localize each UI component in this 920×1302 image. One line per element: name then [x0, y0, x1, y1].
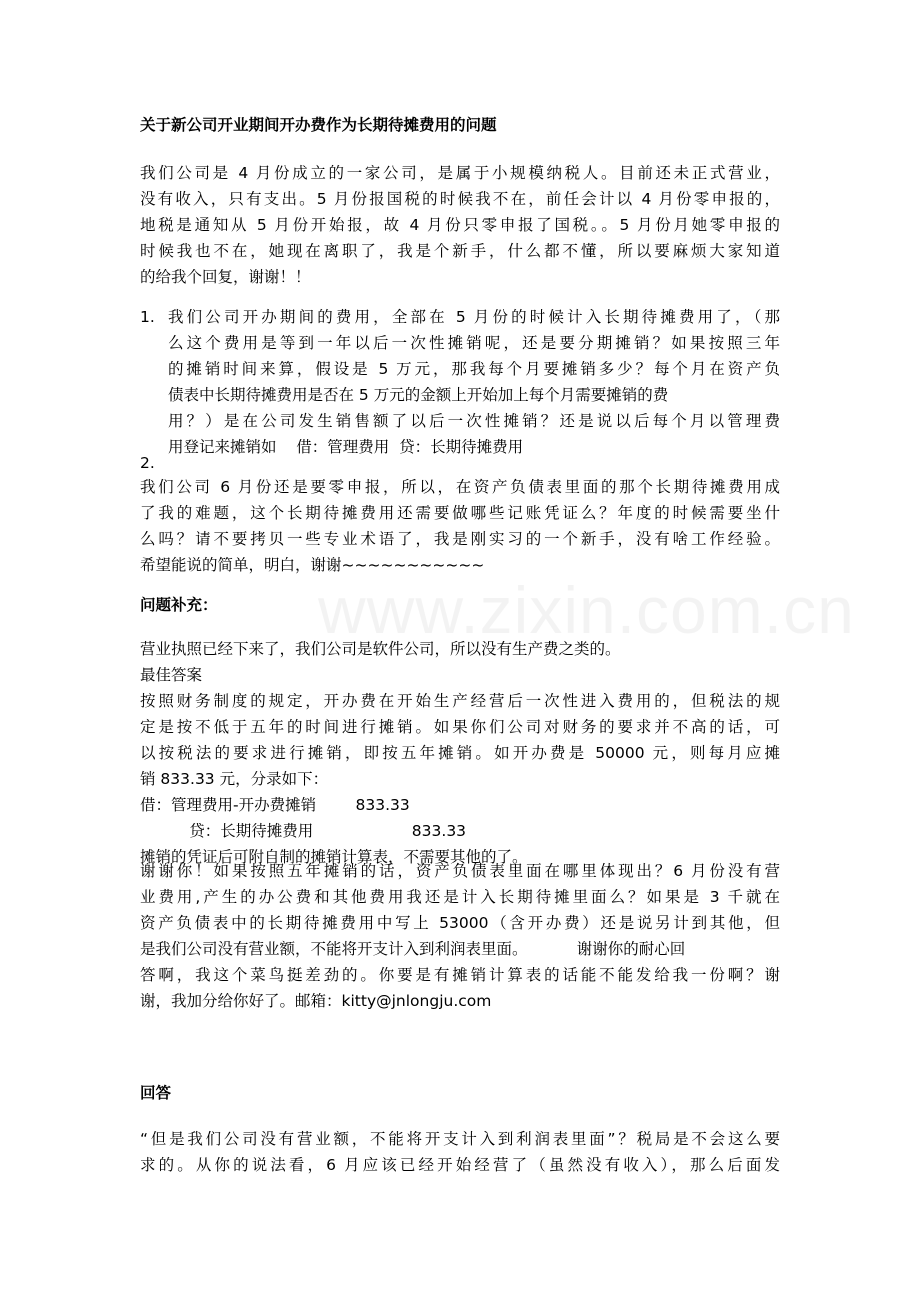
document-title: 关于新公司开业期间开办费作为长期待摊费用的问题	[140, 116, 497, 134]
followup-line: 答啊，我这个菜鸟挺差劲的。你要是有摊销计算表的话能不能发给我一份啊？谢	[140, 966, 780, 984]
answer-section	[140, 636, 780, 870]
answer-line: 以按税法的要求进行摊销，即按五年摊销。如开办费是 50000 元，则每月应摊	[140, 744, 780, 762]
question-2-number: 2.	[140, 454, 155, 472]
question-2-paragraph	[140, 474, 780, 578]
intro-line: 没有收入，只有支出。5 月份报国税的时候我不在，前任会计以 4 月份零申报的，	[140, 190, 780, 208]
followup-paragraph	[140, 858, 780, 1014]
supplement-text: 营业执照已经下来了，我们公司是软件公司，所以没有生产费之类的。	[140, 640, 621, 658]
question-1-line: 债表中长期待摊费用是否在 5 万元的金额上开始加上每个月需要摊销的费	[168, 386, 669, 404]
intro-line: 我们公司是 4 月份成立的一家公司，是属于小规模纳税人。目前还未正式营业，	[140, 164, 780, 182]
question-2-line: 了我的难题，这个长期待摊费用还需要做哪些记账凭证么？年度的时候需要坐什	[140, 504, 780, 522]
followup-line: 是我们公司没有营业额，不能将开支计入到利润表里面。 谢谢你的耐心回	[140, 940, 686, 958]
intro-line: 地税是通知从 5 月份开始报，故 4 月份只零申报了国税。。5 月份月她零申报的	[140, 216, 780, 234]
answer-line: 定是按不低于五年的时间进行摊销。如果你们公司对财务的要求并不高的话，可	[140, 718, 780, 736]
intro-paragraph	[140, 160, 780, 290]
journal-entry-debit: 借：管理费用-开办费摊销 833.33	[140, 796, 410, 814]
intro-line: 的给我个回复，谢谢！！	[140, 268, 311, 286]
question-1-body	[168, 304, 780, 460]
question-2-line: 么吗？请不要拷贝一些专业术语了，我是刚实习的一个新手，没有啥工作经验。	[140, 530, 780, 548]
question-1-line: 的摊销时间来算，假设是 5 万元，那我每个月要摊销多少？每个月在资产负	[168, 360, 780, 378]
question-1-line: 用登记来摊销如 借：管理费用 贷：长期待摊费用	[168, 438, 524, 456]
reply-heading: 回答	[140, 1084, 172, 1102]
intro-line: 时候我也不在，她现在离职了，我是个新手，什么都不懂，所以要麻烦大家知道	[140, 242, 780, 260]
question-1-number: 1.	[140, 308, 155, 326]
question-2-line: 希望能说的简单，明白，谢谢~~~~~~~~~~~	[140, 556, 485, 574]
question-1-line: 么这个费用是等到一年以后一次性摊销呢，还是要分期摊销？如果按照三年	[168, 334, 780, 352]
supplement-heading: 问题补充：	[140, 596, 218, 614]
followup-line: 资产负债表中的长期待摊费用中写上 53000（含开办费）还是说另计到其他，但	[140, 914, 780, 932]
reply-line: “但是我们公司没有营业额，不能将开支计入到利润表里面”？税局是不会这么要	[140, 1130, 780, 1148]
question-2-line: 我们公司 6 月份还是要零申报，所以，在资产负债表里面的那个长期待摊费用成	[140, 478, 780, 496]
answer-line: 按照财务制度的规定，开办费在开始生产经营后一次性进入费用的，但税法的规	[140, 692, 780, 710]
answer-tail: 摊销的凭证后可附自制的摊销计算表，不需要其他的了。	[140, 848, 528, 866]
question-1-line: 用？）是在公司发生销售额了以后一次性摊销？还是说以后每个月以管理费	[168, 412, 780, 430]
answer-line: 销 833.33 元，分录如下：	[140, 770, 329, 788]
followup-line: 谢，我加分给你好了。邮箱：kitty@jnlongju.com	[140, 992, 492, 1010]
reply-line: 求的。从你的说法看，6 月应该已经开始经营了（虽然没有收入），那么后面发	[140, 1156, 780, 1174]
followup-line: 业费用,产生的办公费和其他费用我还是计入长期待摊里面么？如果是 3 千就在	[140, 888, 780, 906]
question-1-line: 我们公司开办期间的费用，全部在 5 月份的时候计入长期待摊费用了，（那	[168, 308, 780, 326]
followup-line: 谢谢你！如果按照五年摊销的话，资产负债表里面在哪里体现出？6 月份没有营	[140, 862, 780, 880]
reply-paragraph	[140, 1126, 780, 1178]
best-answer-label: 最佳答案	[140, 666, 203, 684]
journal-entry-credit: 贷：长期待摊费用 833.33	[140, 822, 467, 840]
